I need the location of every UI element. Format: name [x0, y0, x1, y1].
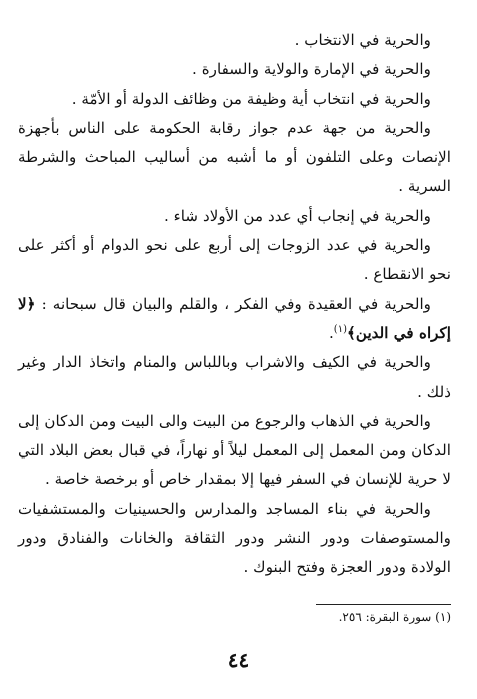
footnote: (١) سورة البقرة: ٢٥٦. [338, 610, 451, 624]
paragraph-state-job: والحرية في انتخاب أية وظيفة من وظائف الدولة أو الأمّة . [71, 89, 431, 108]
paragraph-emirate: والحرية في الإمارة والولاية والسفارة . [192, 60, 431, 79]
paragraph-election: والحرية في الانتخاب . [294, 31, 431, 49]
belief-text: والحرية في العقيدة وفي الفكر ، والقلم والبيان قال سبحانه : [41, 294, 431, 313]
paragraph-wives: والحرية في عدد الزوجات إلى أربع على نحو الدوام أو أكثر على نحو الانقطاع . [18, 236, 451, 284]
footnote-divider [316, 604, 451, 605]
paragraph-children: والحرية في إنجاب أي عدد من الأولاد شاء . [163, 206, 431, 225]
footnote-marker: (١) [333, 323, 347, 335]
page-number: ٤٤ [227, 648, 250, 672]
paragraph-belief [18, 290, 451, 349]
quran-verse: ﴿لا إكراه في الدين﴾ [18, 294, 451, 342]
paragraph-lifestyle: والحرية في الكيف والاشراب وباللباس والمنام واتخاذ الدار وغير ذلك . [18, 353, 451, 401]
belief-end: . [328, 323, 334, 342]
paragraph-institutions: والحرية في بناء المساجد والمدارس والحسينيات والمستشفيات والمستوصفات ودور النشر ودور الثقافة والخانات والفنادق ودور الولادة ودور العجزة وفتح البنوك . [18, 499, 451, 577]
body-text [18, 26, 451, 583]
paragraph-movement: والحرية في الذهاب والرجوع من البيت والى البيت ومن الدكان إلى الدكان ومن المعمل إلى المعمل ليلاً أو نهاراً، في قبال بعض البلاد التي لا حرية للإنسان في السفر فيها إلا بمقدار خاص أو برخصة خاصة . [18, 411, 451, 489]
paragraph-surveillance: والحرية من جهة عدم جواز رقابة الحكومة على الناس بأجهزة الإنصات وعلى التلفون أو ما أشبه من أساليب المباحث والشرطة السرية . [18, 118, 451, 196]
